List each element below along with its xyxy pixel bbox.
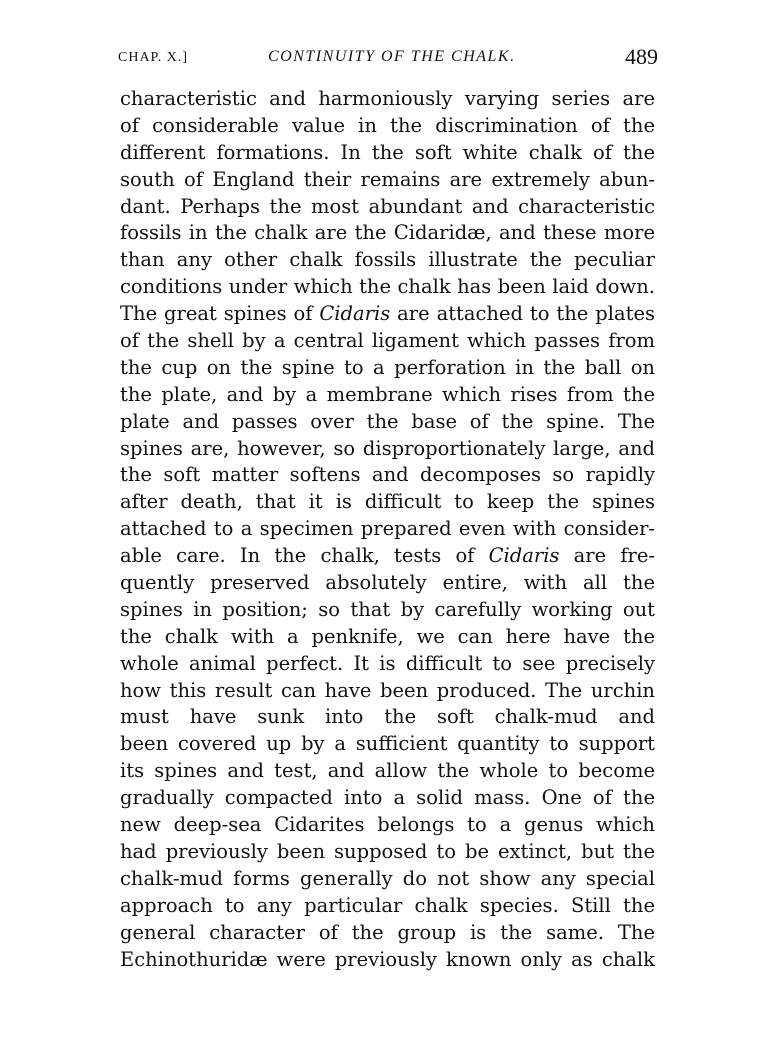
text-segment: are attached to the plates (390, 302, 655, 326)
text-line: conditions under which the chalk has been laid down. (120, 275, 655, 299)
text-line: of considerable value in the discrimination of the (120, 113, 655, 137)
text-line: general character of the group is the same. The (120, 920, 655, 944)
text-line: dant. Perhaps the most abundant and characteristic (120, 194, 655, 218)
running-head (118, 46, 658, 72)
text-line: the cup on the spine to a perforation in the ball on (120, 355, 655, 379)
text-line: been covered up by a sufficient quantity to support (120, 732, 655, 756)
text-line (120, 543, 655, 570)
running-title: CONTINUITY OF THE CHALK. (268, 48, 516, 65)
text-line: whole animal perfect. It is difficult to see precisely (120, 651, 655, 675)
text-line: new deep-sea Cidarites belongs to a genus which (120, 813, 655, 837)
text-line: approach to any particular chalk species. Still the (120, 893, 655, 917)
text-segment: The great spines of (120, 302, 320, 326)
text-line: chalk-mud forms generally do not show any special (120, 866, 655, 890)
text-line: of the shell by a central ligament which passes from (120, 329, 655, 353)
italic-genus-name: Cidaris (319, 302, 391, 326)
text-line: its spines and test, and allow the whole to become (120, 759, 655, 783)
text-segment: able care. In the chalk, tests of (120, 544, 489, 568)
italic-genus-name: Cidaris (488, 544, 560, 568)
text-line: must have sunk into the soft chalk-mud and (120, 705, 655, 729)
text-line: spines in position; so that by carefully working out (120, 597, 655, 621)
text-segment: are fre- (559, 544, 655, 568)
text-line: Echinothuridæ were previously known only as chalk (120, 947, 655, 971)
text-line: quently preserved absolutely entire, with all the (120, 571, 655, 595)
text-line: attached to a specimen prepared even with consider- (120, 517, 655, 541)
text-line: than any other chalk fossils illustrate the peculiar (120, 248, 655, 272)
text-line: characteristic and harmoniously varying series are (120, 87, 655, 110)
chapter-label: CHAP. X.] (118, 50, 189, 65)
text-line: fossils in the chalk are the Cidaridæ, and these more (120, 221, 655, 245)
text-line: different formations. In the soft white chalk of the (120, 140, 655, 164)
text-line: gradually compacted into a solid mass. One of the (120, 786, 655, 810)
text-line: plate and passes over the base of the spine. The (120, 409, 655, 433)
text-line: had previously been supposed to be extinct, but the (120, 839, 655, 863)
text-line: spines are, however, so disproportionately large, and (120, 436, 655, 460)
body-text (120, 86, 655, 973)
text-line (120, 301, 655, 328)
text-line: how this result can have been produced. The urchin (120, 678, 655, 702)
page-number: 489 (625, 44, 658, 69)
text-line: the plate, and by a membrane which rises from the (120, 382, 655, 406)
text-line: the soft matter softens and decomposes so rapidly (120, 463, 655, 487)
text-line: the chalk with a penknife, we can here have the (120, 624, 655, 648)
text-line: south of England their remains are extremely abun- (120, 167, 655, 191)
text-line: after death, that it is difficult to keep the spines (120, 490, 655, 514)
